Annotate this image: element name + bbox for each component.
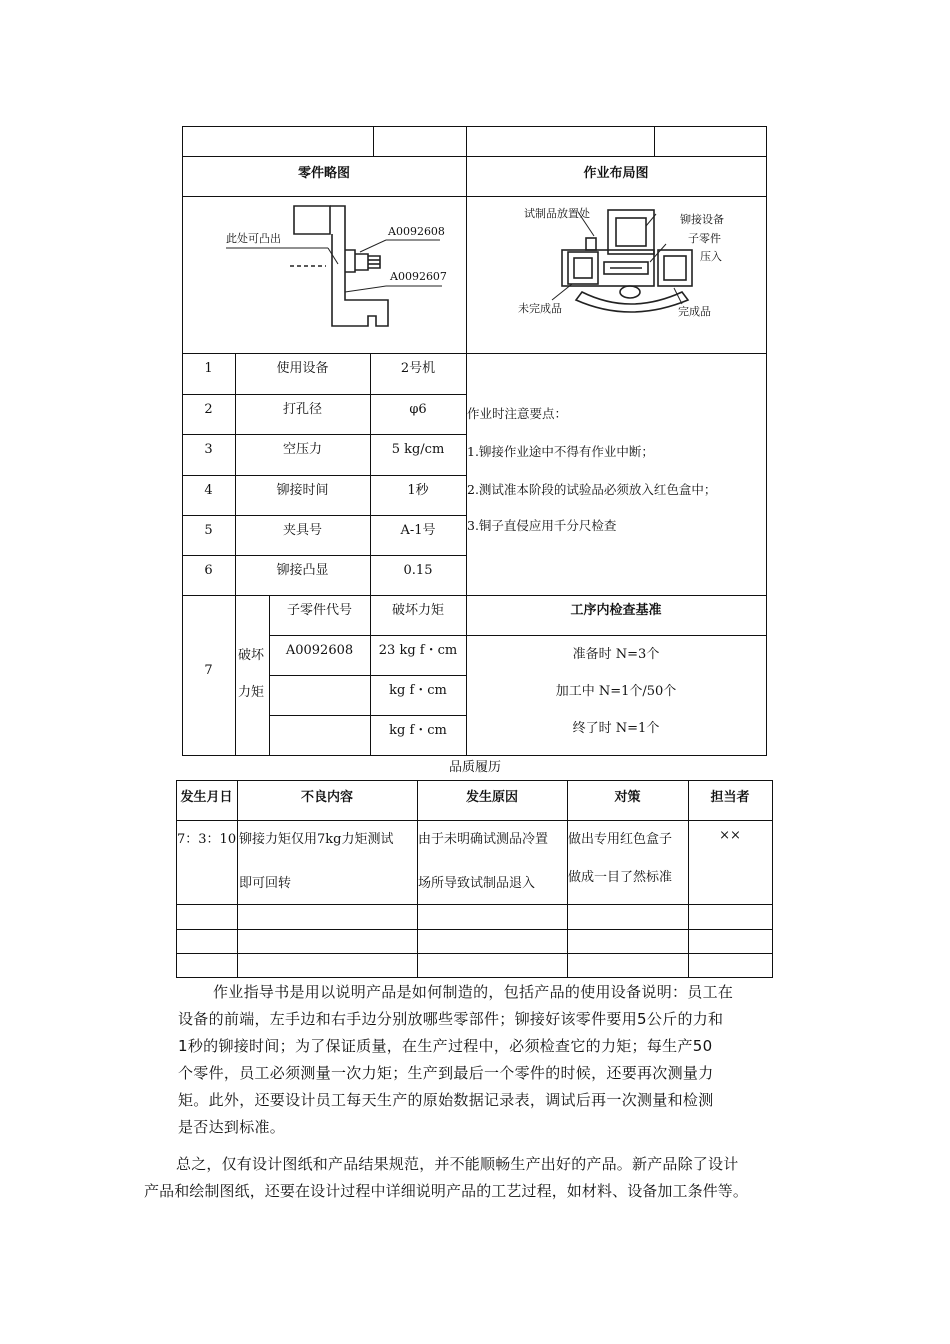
body-line: 总之，仅有设计图纸和产品结果规范，并不能顺畅生产出好的产品。新产品除了设计	[176, 1155, 739, 1173]
param-no: 6	[204, 563, 213, 578]
param-item: 夹具号	[282, 523, 322, 538]
col-break-torque: 破坏力矩	[391, 603, 444, 618]
sub-part-code	[269, 675, 370, 715]
param-item: 铆接时间	[276, 483, 329, 498]
param-item: 使用设备	[276, 361, 329, 376]
unfinished-label: 未完成品	[518, 302, 562, 315]
row7-label-line2: 力矩	[238, 685, 265, 700]
inspection-item: 终了时 N=1个	[572, 721, 660, 736]
sub-part-label: 子零件	[688, 232, 721, 245]
param-value: 2号机	[400, 361, 436, 376]
break-torque: kg f・cm	[389, 683, 447, 698]
col-sub-part-code: 子零件代号	[286, 603, 352, 618]
part-b-label: A0092607	[390, 270, 447, 283]
history-owner: ××	[719, 828, 741, 843]
history-cause-line1: 由于未明确试测品冷置	[418, 832, 549, 847]
sub-part-code: A0092608	[285, 643, 354, 658]
param-item: 铆接凸显	[276, 563, 329, 578]
param-value: 5 kg/cm	[391, 442, 445, 457]
note-item: 1.铆接作业途中不得有作业中断；	[467, 444, 654, 459]
body-line: 1秒的铆接时间；为了保证质量，在生产过程中，必须检查它的力矩；每生产50	[178, 1037, 713, 1055]
note-item: 3.铜子直侵应用千分尺检查	[467, 518, 617, 533]
param-value: A-1号	[400, 523, 436, 538]
inspection-item: 加工中 N=1个/50个	[555, 684, 677, 699]
bump-label: 此处可凸出	[226, 232, 281, 245]
param-no: 3	[204, 442, 213, 457]
layout-header: 作业布局图	[583, 166, 649, 181]
history-col-measure: 对策	[614, 790, 641, 805]
param-item: 空压力	[282, 442, 322, 457]
body-line: 设备的前端，左手边和右手边分别放哪些零部件；铆接好该零件要用5公斤的力和	[178, 1010, 724, 1028]
break-torque: 23 kg f・cm	[378, 643, 458, 658]
param-value: 0.15	[403, 563, 433, 578]
param-value: φ6	[409, 402, 427, 417]
row7-label-line1: 破坏	[238, 648, 265, 663]
history-date: 7：3：10	[177, 832, 237, 847]
history-title: 品质履历	[448, 760, 501, 775]
body-line: 作业指导书是用以说明产品是如何制造的，包括产品的使用设备说明：员工在	[213, 983, 734, 1001]
param-no: 5	[204, 523, 213, 538]
history-col-owner: 担当者	[710, 790, 750, 805]
break-torque: kg f・cm	[389, 723, 447, 738]
rivet-equipment-label: 铆接设备	[680, 213, 724, 226]
body-line: 个零件，员工必须测量一次力矩；生产到最后一个零件的时候，还要再次测量力	[178, 1064, 714, 1082]
finished-label: 完成品	[678, 305, 711, 318]
sub-part-code	[269, 715, 370, 755]
history-measure-line2: 做成一目了然标准	[568, 870, 673, 885]
history-cause-line2: 场所导致试制品退入	[418, 876, 536, 891]
history-defect-line2: 即可回转	[239, 876, 292, 891]
param-no: 1	[204, 361, 213, 376]
param-no: 2	[204, 402, 213, 417]
param-no: 4	[204, 483, 213, 498]
inspection-header: 工序内检查基准	[570, 603, 662, 618]
history-measure-line1: 做出专用红色盒子	[568, 832, 673, 847]
body-line: 矩。此外，还要设计员工每天生产的原始数据记录表，调试后再一次测量和检测	[178, 1091, 714, 1109]
trial-place-label: 试制品放置处	[524, 207, 590, 220]
row7-no: 7	[204, 663, 213, 678]
history-col-cause: 发生原因	[465, 790, 518, 805]
history-defect-line1: 铆接力矩仅用7kg力矩测试	[239, 832, 394, 847]
history-col-defect: 不良内容	[300, 790, 353, 805]
part-a-label: A0092608	[388, 225, 445, 238]
param-value: 1秒	[407, 483, 429, 498]
history-col-date: 发生月日	[180, 790, 233, 805]
param-item: 打孔径	[282, 402, 322, 417]
body-line: 产品和绘制图纸，还要在设计过程中详细说明产品的工艺过程，如材料、设备加工条件等。	[144, 1182, 749, 1200]
press-in-label: 压入	[700, 250, 722, 263]
notes-title: 作业时注意要点：	[467, 406, 568, 421]
inspection-item: 准备时 N=3个	[572, 647, 660, 662]
body-line: 是否达到标准。	[178, 1118, 286, 1136]
note-item: 2.测试准本阶段的试验品必须放入红色盒中；	[467, 482, 717, 497]
part-sketch-header: 零件略图	[297, 166, 350, 181]
